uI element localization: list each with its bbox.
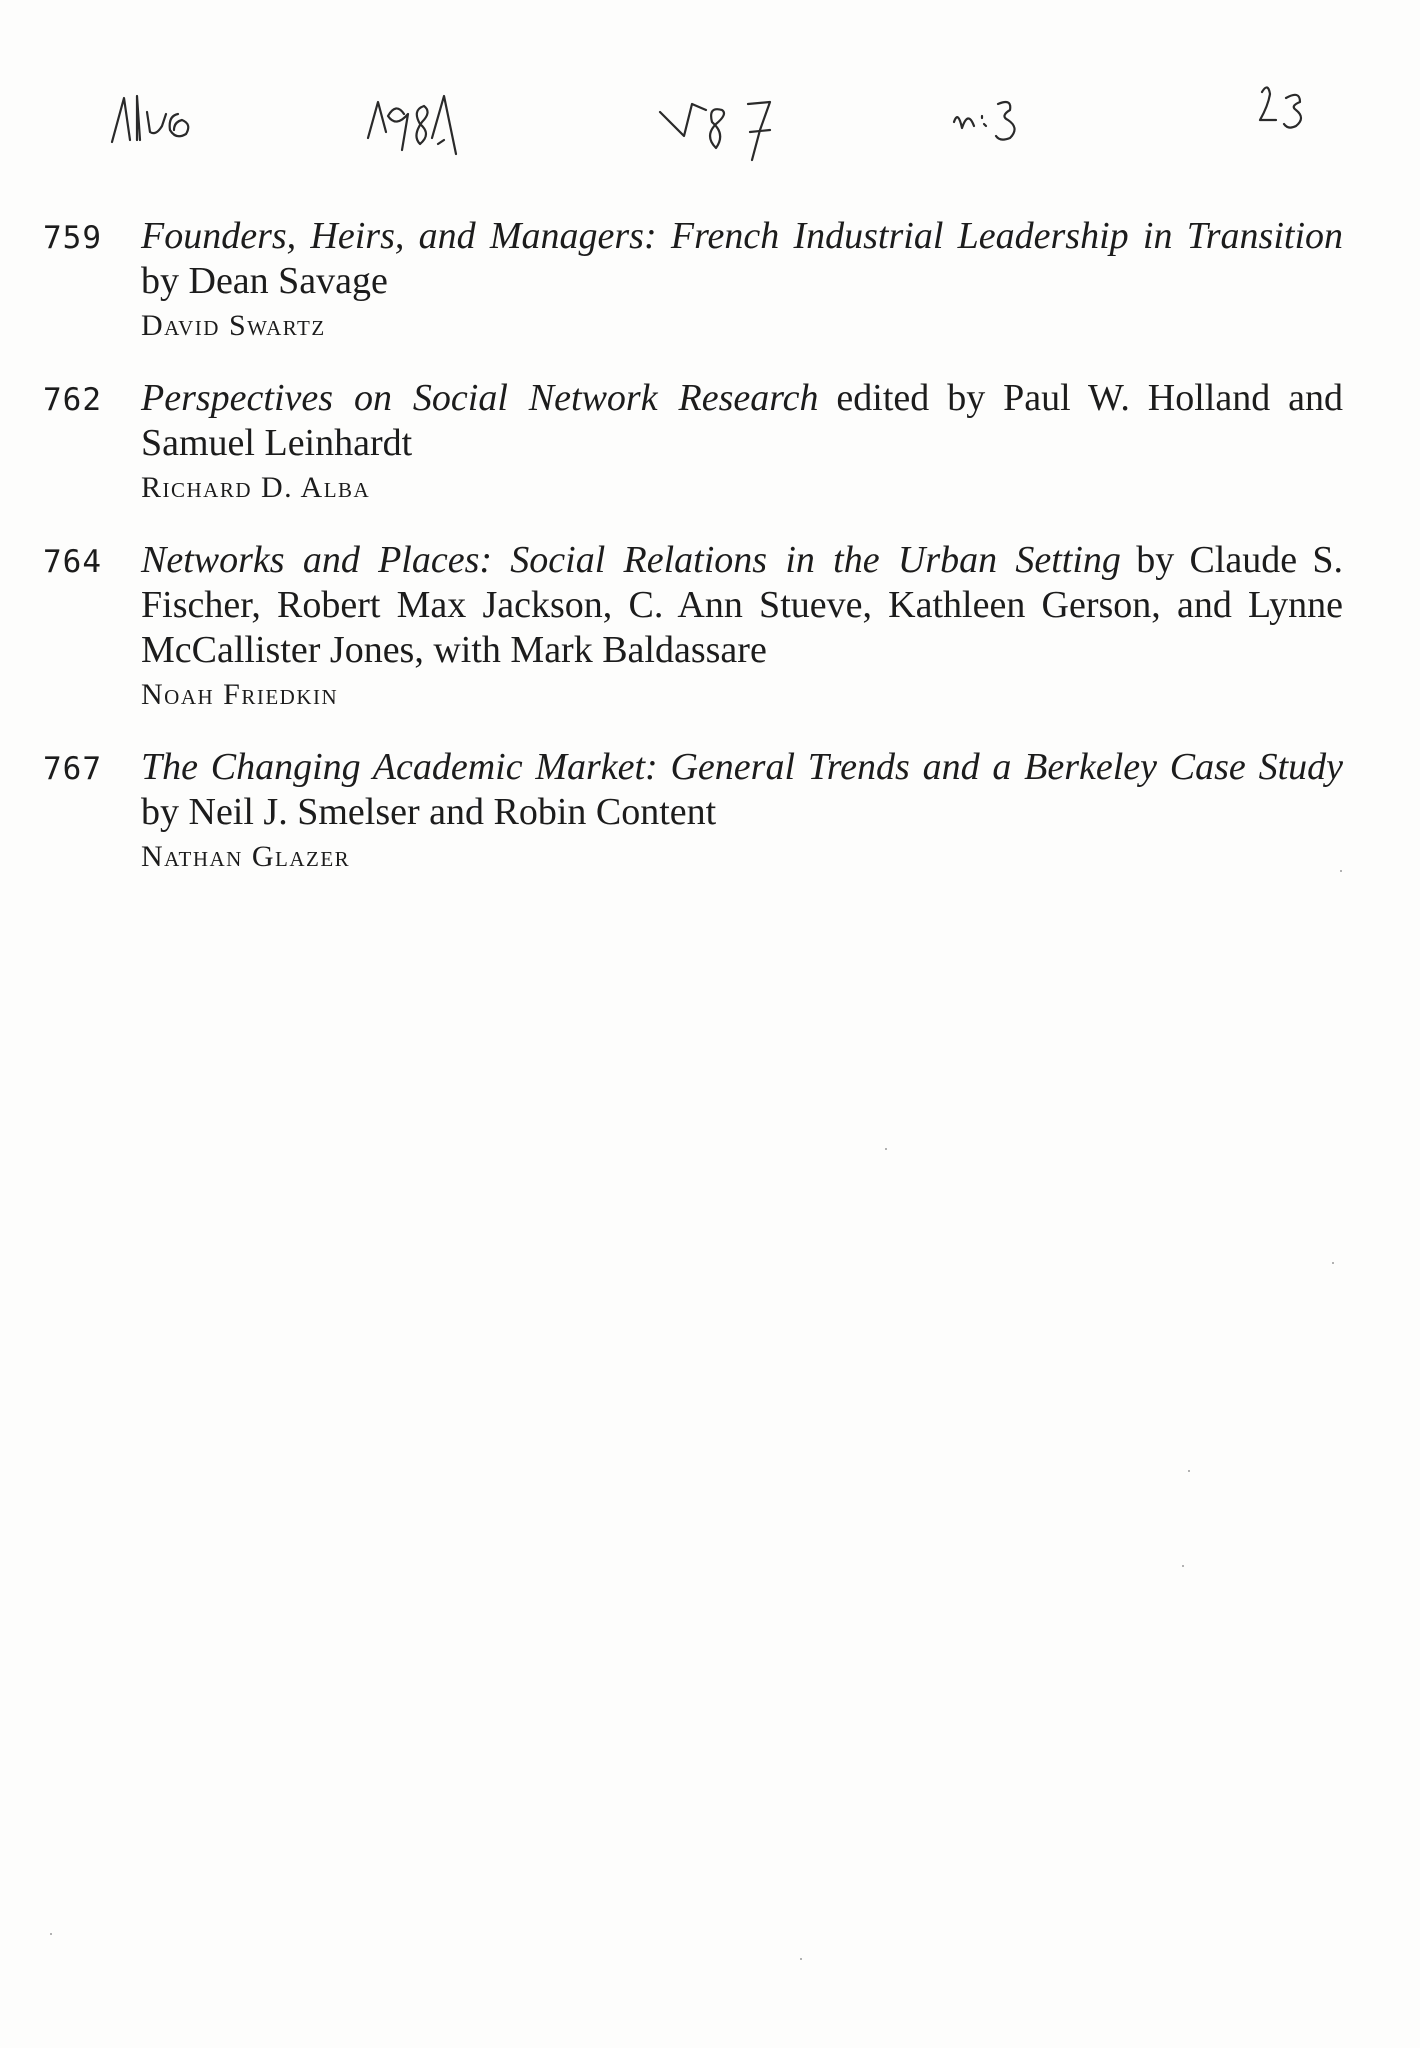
book-review-list xyxy=(43,214,1343,907)
review-citation xyxy=(141,538,1343,673)
reviewer-name: Noah Friedkin xyxy=(141,678,339,711)
book-title: Perspectives on Social Network Research xyxy=(141,377,819,419)
reviewer-name: David Swartz xyxy=(141,309,326,342)
book-byline: edited by Paul W. Holland and Samuel Leinhardt xyxy=(141,377,1344,464)
handwriting-drawing xyxy=(0,70,1420,190)
reviewer-name: Nathan Glazer xyxy=(141,840,351,873)
scan-speck xyxy=(1340,870,1342,872)
list-item xyxy=(43,745,1343,879)
list-item xyxy=(43,214,1343,348)
book-title: Founders, Heirs, and Managers: French Industrial Leadership in Transition xyxy=(141,215,1343,257)
review-citation xyxy=(141,745,1343,835)
handwritten-call-number xyxy=(0,70,1420,190)
page-number: 764 xyxy=(43,544,102,580)
list-item xyxy=(43,538,1343,717)
reviewer-name: Richard D. Alba xyxy=(141,471,371,504)
scan-speck xyxy=(885,1148,887,1150)
list-item xyxy=(43,376,1343,510)
scan-speck xyxy=(50,1933,52,1935)
book-byline: by Claude S. Fischer, Robert Max Jackson, C. Ann Stueve, Kathleen Gerson, and Lynne McCallister Jones, with Mark Baldassare xyxy=(141,539,1343,671)
scan-speck xyxy=(800,1958,802,1960)
scan-speck xyxy=(1188,1470,1190,1472)
review-citation xyxy=(141,214,1343,304)
book-byline: by Dean Savage xyxy=(141,260,388,302)
page-number: 767 xyxy=(43,751,102,787)
book-title: Networks and Places: Social Relations in the Urban Setting xyxy=(141,539,1121,581)
review-citation xyxy=(141,376,1343,466)
scan-speck xyxy=(1332,1262,1334,1264)
book-byline: by Neil J. Smelser and Robin Content xyxy=(141,791,717,833)
page-number: 759 xyxy=(43,220,102,256)
page-number: 762 xyxy=(43,382,102,418)
scan-speck xyxy=(1182,1565,1184,1567)
book-title: The Changing Academic Market: General Trends and a Berkeley Case Study xyxy=(141,746,1343,788)
